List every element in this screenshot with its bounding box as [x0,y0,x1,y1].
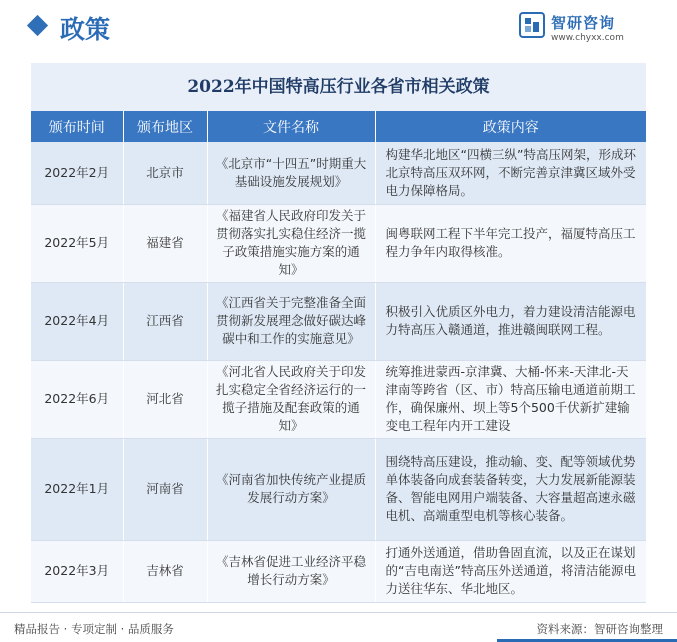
cell-document: 《河北省人民政府关于印发扎实稳定全省经济运行的一揽子措施及配套政策的通知》 [207,360,375,438]
cell-content: 构建华北地区“四横三纵”特高压网架，形成环北京特高压双环网，不断完善京津冀区域外受电力保障格局。 [375,142,646,204]
diamond-icon [27,15,48,36]
section-title: 政策 [60,15,111,44]
cell-region: 福建省 [123,204,207,282]
table-row [31,438,646,540]
footer-divider [0,612,677,613]
table-row [31,282,646,360]
cell-content: 积极引入优质区外电力，着力建设清洁能源电力特高压入赣通道，推进赣闽联网工程。 [375,282,646,360]
column-header-date: 颁布时间 [31,111,123,142]
cell-content: 围绕特高压建设，推动输、变、配等领域优势单体装备向成套装备转变，大力发展新能源装备、智能电网用户端装备、大容量超高速永磁电机、高端重型电机等核心装备。 [375,438,646,540]
logo-mark-icon [519,12,545,38]
cell-document: 《福建省人民政府印发关于贯彻落实扎实稳住经济一揽子政策措施实施方案的通知》 [207,204,375,282]
footer-tagline: 精品报告 · 专项定制 · 品质服务 [14,622,174,636]
table-header-row [31,111,646,142]
column-header-content: 政策内容 [375,111,646,142]
logo-url: www.chyxx.com [551,33,624,43]
table-row [31,360,646,438]
cell-document: 《河南省加快传统产业提质发展行动方案》 [207,438,375,540]
logo-name: 智研咨询 [551,14,616,32]
table-row [31,204,646,282]
policy-table [31,111,646,603]
page-header [0,0,677,56]
table-title: 2022年中国特高压行业各省市相关政策 [31,63,646,111]
page-footer [0,612,677,642]
brand-logo [519,8,659,48]
cell-region: 北京市 [123,142,207,204]
cell-document: 《吉林省促进工业经济平稳增长行动方案》 [207,540,375,602]
cell-date: 2022年2月 [31,142,123,204]
cell-content: 统筹推进蒙西-京津冀、大桶-怀来-天津北-天津南等跨省（区、市）特高压输电通道前期工作，确保廉州、坝上等5个500千伏新扩建输变电工程年内开工建设 [375,360,646,438]
table-row [31,142,646,204]
cell-region: 河南省 [123,438,207,540]
cell-date: 2022年1月 [31,438,123,540]
cell-content: 打通外送通道，借助鲁固直流，以及正在谋划的“吉电南送”特高压外送通道，将清洁能源电力送往华东、华北地区。 [375,540,646,602]
cell-date: 2022年4月 [31,282,123,360]
cell-document: 《北京市“十四五”时期重大基础设施发展规划》 [207,142,375,204]
cell-date: 2022年6月 [31,360,123,438]
cell-date: 2022年5月 [31,204,123,282]
cell-content: 闽粤联网工程下半年完工投产，福厦特高压工程力争年内取得核准。 [375,204,646,282]
column-header-region: 颁布地区 [123,111,207,142]
cell-region: 江西省 [123,282,207,360]
cell-date: 2022年3月 [31,540,123,602]
table-row [31,540,646,602]
footer-source: 资料来源：智研咨询整理 [536,622,663,636]
cell-region: 河北省 [123,360,207,438]
cell-document: 《江西省关于完整准备全面贯彻新发展理念做好碳达峰碳中和工作的实施意见》 [207,282,375,360]
cell-region: 吉林省 [123,540,207,602]
column-header-document: 文件名称 [207,111,375,142]
